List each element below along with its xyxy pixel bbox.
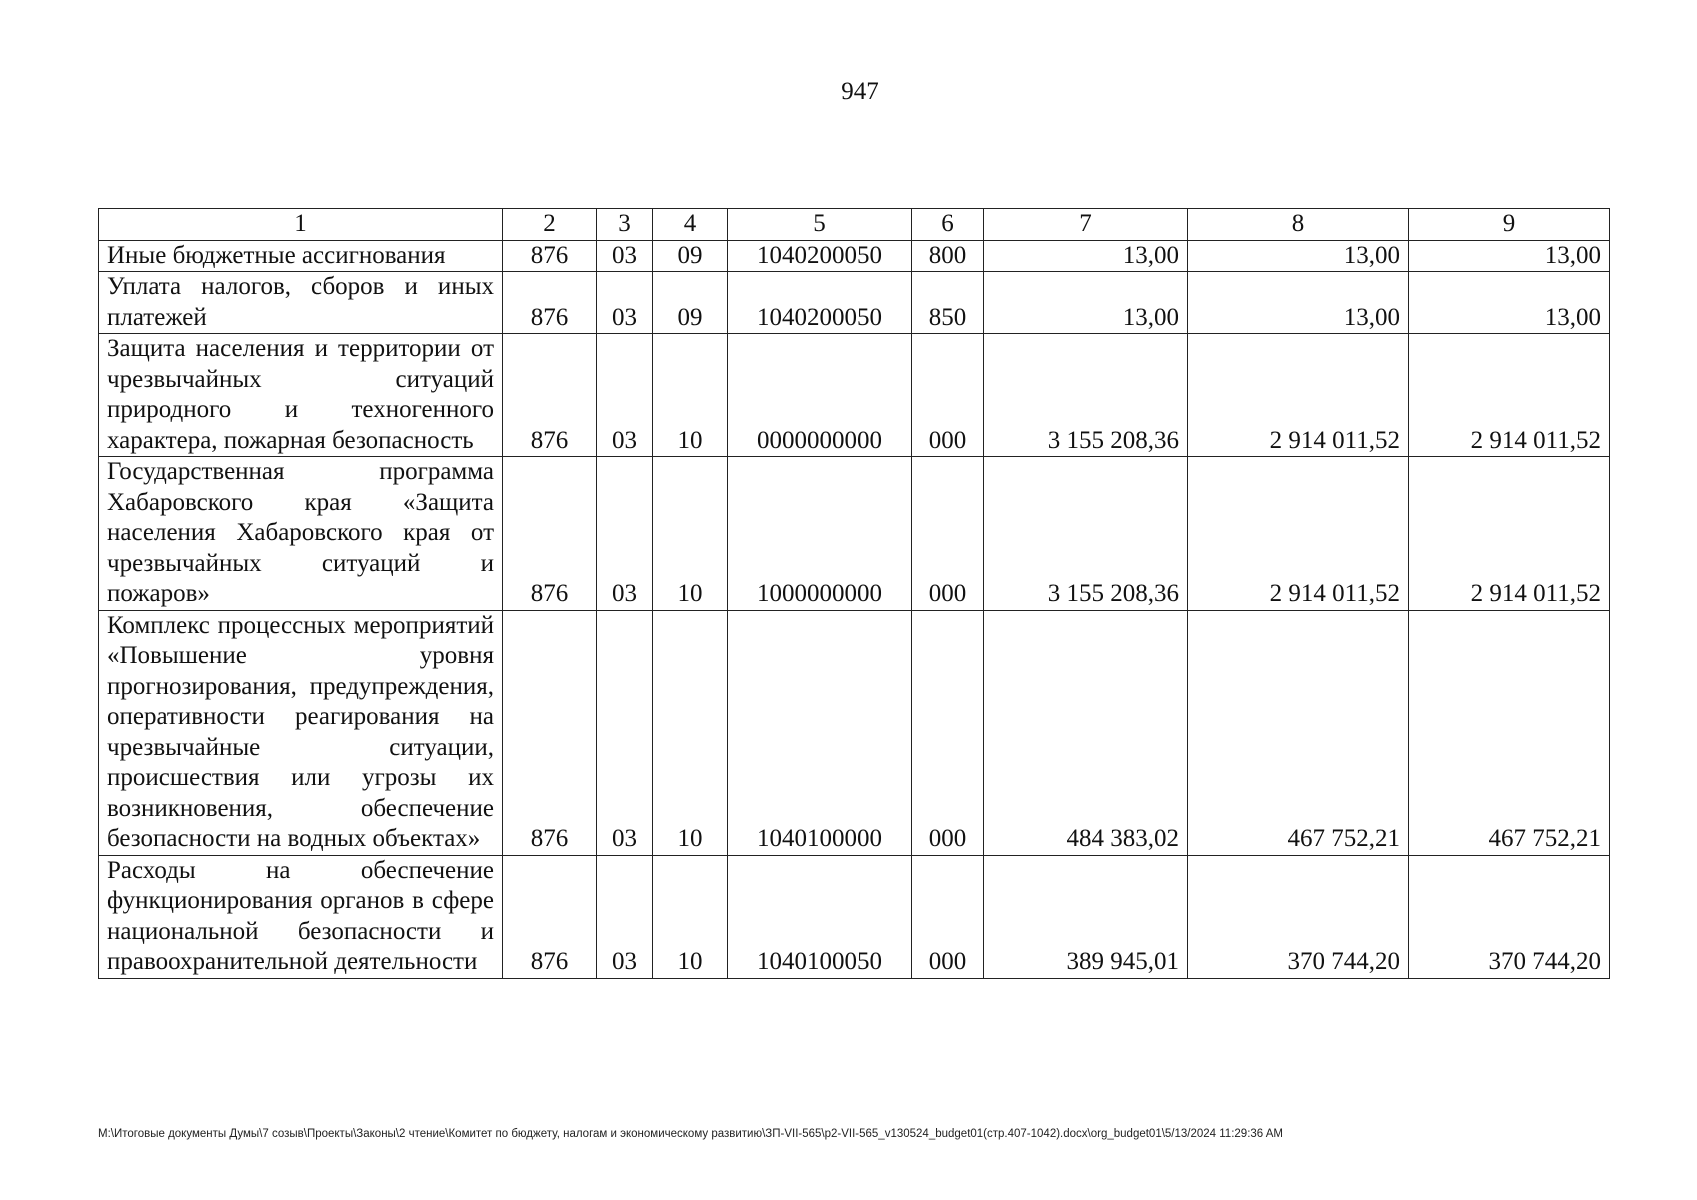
table-row [99, 457, 1610, 611]
row-col-8: 2 914 011,52 [1188, 334, 1409, 457]
header-col-1: 1 [99, 209, 503, 241]
footer-file-path: М:\Итоговые документы Думы\7 созыв\Проекты\Законы\2 чтение\Комитет по бюджету, налогам и экономическому развитию\ЗП-VII-565\р2-VII-565_v130524_budget01(стр.407-1042).docx\org_budget01\5/13/2024 11:29:36 AM [98, 1128, 1283, 1140]
row-col-9: 13,00 [1409, 240, 1610, 272]
page-number: 947 [841, 78, 879, 105]
header-col-9: 9 [1409, 209, 1610, 241]
row-col-4: 10 [653, 334, 728, 457]
row-col-4: 10 [653, 855, 728, 978]
row-col-5: 1040200050 [728, 272, 912, 334]
row-col-4: 10 [653, 610, 728, 855]
row-name: Комплекс процессных мероприятий «Повышение уровня прогнозирования, предупреждения, оперативности реагирования на чрезвычайные ситуации, происшествия или угрозы их возникновения, обеспечение безопасности на водных объектах» [99, 610, 503, 855]
row-col-2: 876 [503, 855, 597, 978]
row-col-6: 000 [912, 610, 984, 855]
row-col-5: 1040100050 [728, 855, 912, 978]
row-col-9: 467 752,21 [1409, 610, 1610, 855]
table-row [99, 610, 1610, 855]
header-col-3: 3 [597, 209, 653, 241]
row-name: Расходы на обеспечение функционирования органов в сфере национальной безопасности и правоохранительной деятельности [99, 855, 503, 978]
row-col-8: 13,00 [1188, 272, 1409, 334]
row-col-8: 370 744,20 [1188, 855, 1409, 978]
row-col-5: 1000000000 [728, 457, 912, 611]
header-col-6: 6 [912, 209, 984, 241]
table-row [99, 240, 1610, 272]
table-row [99, 855, 1610, 978]
row-col-2: 876 [503, 240, 597, 272]
row-col-3: 03 [597, 855, 653, 978]
row-col-7: 484 383,02 [984, 610, 1188, 855]
row-col-4: 09 [653, 272, 728, 334]
row-col-7: 13,00 [984, 272, 1188, 334]
row-name: Иные бюджетные ассигнования [99, 240, 503, 272]
row-name: Государственная программа Хабаровского края «Защита населения Хабаровского края от чрезвычайных ситуаций и пожаров» [99, 457, 503, 611]
row-col-4: 10 [653, 457, 728, 611]
header-col-2: 2 [503, 209, 597, 241]
row-col-6: 000 [912, 334, 984, 457]
row-col-7: 3 155 208,36 [984, 457, 1188, 611]
row-col-2: 876 [503, 272, 597, 334]
row-col-2: 876 [503, 334, 597, 457]
budget-table [98, 208, 1610, 979]
row-col-9: 2 914 011,52 [1409, 334, 1610, 457]
row-col-2: 876 [503, 610, 597, 855]
row-col-5: 1040200050 [728, 240, 912, 272]
row-col-9: 370 744,20 [1409, 855, 1610, 978]
row-col-3: 03 [597, 610, 653, 855]
row-col-6: 000 [912, 855, 984, 978]
row-col-9: 13,00 [1409, 272, 1610, 334]
header-col-8: 8 [1188, 209, 1409, 241]
row-col-5: 0000000000 [728, 334, 912, 457]
header-col-4: 4 [653, 209, 728, 241]
header-col-7: 7 [984, 209, 1188, 241]
table-header-row [99, 209, 1610, 241]
row-col-8: 13,00 [1188, 240, 1409, 272]
row-col-3: 03 [597, 240, 653, 272]
row-col-6: 800 [912, 240, 984, 272]
row-name: Уплата налогов, сборов и иных платежей [99, 272, 503, 334]
row-col-7: 13,00 [984, 240, 1188, 272]
row-col-5: 1040100000 [728, 610, 912, 855]
table-row [99, 272, 1610, 334]
row-col-8: 2 914 011,52 [1188, 457, 1409, 611]
row-col-6: 000 [912, 457, 984, 611]
row-col-9: 2 914 011,52 [1409, 457, 1610, 611]
header-col-5: 5 [728, 209, 912, 241]
row-col-8: 467 752,21 [1188, 610, 1409, 855]
row-col-7: 389 945,01 [984, 855, 1188, 978]
row-name: Защита населения и территории от чрезвычайных ситуаций природного и техногенного характера, пожарная безопасность [99, 334, 503, 457]
row-col-4: 09 [653, 240, 728, 272]
row-col-6: 850 [912, 272, 984, 334]
row-col-7: 3 155 208,36 [984, 334, 1188, 457]
row-col-2: 876 [503, 457, 597, 611]
table-row [99, 334, 1610, 457]
row-col-3: 03 [597, 457, 653, 611]
row-col-3: 03 [597, 272, 653, 334]
row-col-3: 03 [597, 334, 653, 457]
